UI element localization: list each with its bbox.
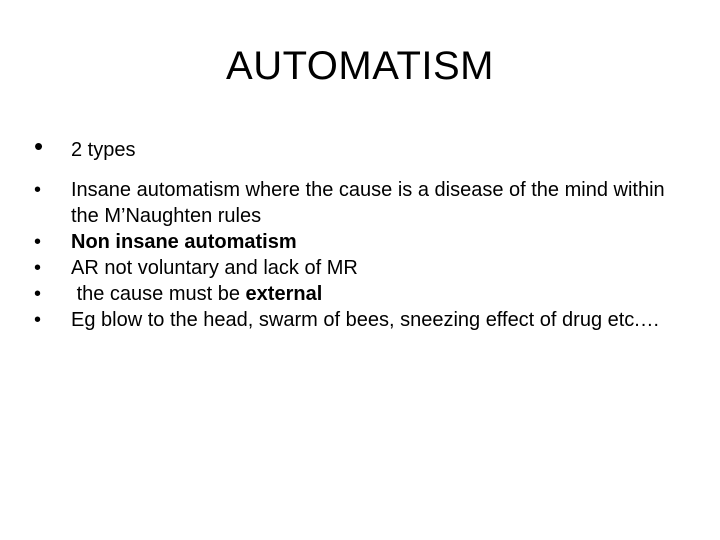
bullet-text	[71, 283, 322, 305]
bullet-item	[34, 281, 684, 307]
bullet-text-prefix: the cause must be	[76, 283, 246, 305]
bullet-text: 2 types	[71, 139, 136, 161]
bullet-text: Non insane automatism	[71, 231, 297, 253]
bullet-text-emphasis: external	[245, 283, 323, 305]
bullet-dot-icon: •	[34, 179, 42, 201]
bullet-text: AR not voluntary and lack of MR	[71, 257, 358, 279]
bullet-item	[34, 177, 684, 229]
bullet-text: Eg blow to the head, swarm of bees, sneezing effect of drug etc.…	[71, 309, 660, 331]
bullet-item	[34, 131, 684, 166]
slide-title: AUTOMATISM	[226, 44, 494, 88]
bullet-item	[34, 255, 684, 281]
bullet-dot-icon: •	[34, 309, 42, 331]
bullet-item	[34, 307, 684, 333]
bullet-item	[34, 229, 684, 255]
bullet-dot-icon: •	[34, 131, 44, 161]
bullet-dot-icon: •	[34, 257, 42, 279]
bullet-list	[34, 131, 684, 333]
bullet-dot-icon: •	[34, 231, 42, 253]
bullet-text: Insane automatism where the cause is a disease of the mind within the M’Naughten rules	[71, 179, 665, 227]
bullet-dot-icon: •	[34, 283, 42, 305]
